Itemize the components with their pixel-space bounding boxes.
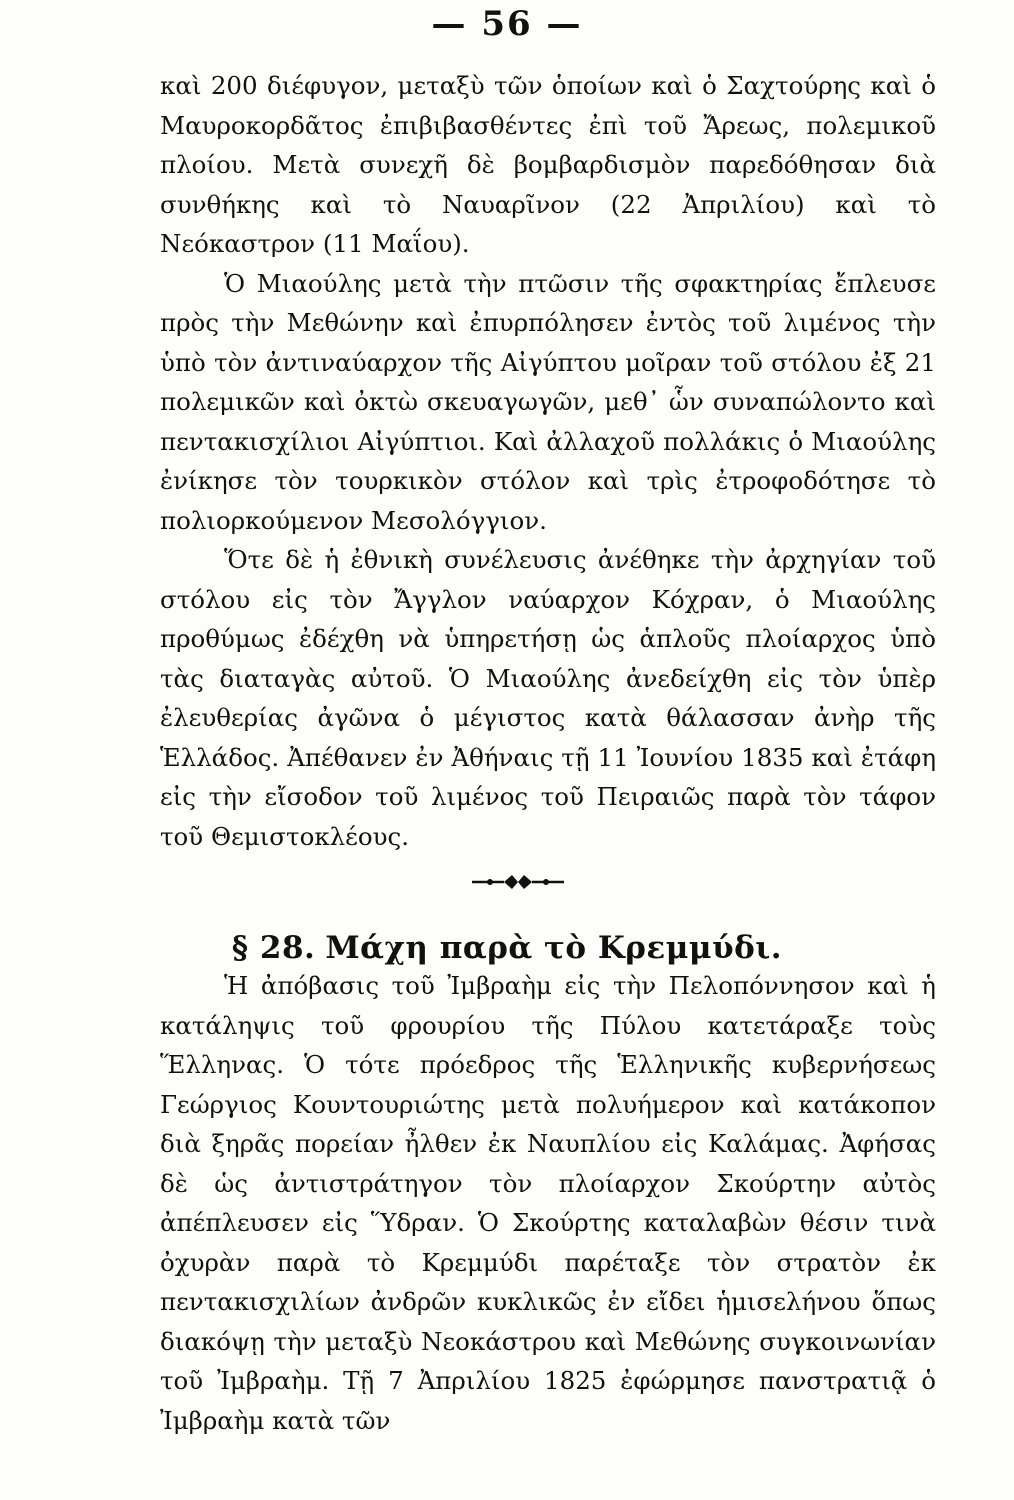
page-number: — 56 — xyxy=(431,4,583,44)
section-number: § 28. xyxy=(231,930,316,966)
body-text-after-section xyxy=(160,966,936,1440)
decorative-ornament xyxy=(470,870,566,894)
paragraph-2: Ὁ Μιαούλης μετὰ τὴν πτῶσιν τῆς σφακτηρίας ἔπλευσε πρὸς τὴν Μεθώνην καὶ ἐπυρπόλησεν ἐντὸς τοῦ λιμένος τὴν ὑπὸ τὸν ἀντιναύαρχον τῆς Αἰγύπτου μοῖραν τοῦ στόλου ἐξ 21 πολεμικῶν καὶ ὀκτὼ σκευαγωγῶν, μεθ᾽ ὧν συναπώλοντο καὶ πεντακισχίλιοι Αἰγύπτιοι. Καὶ ἀλλαχοῦ πολλάκις ὁ Μιαούλης ἐνίκησε τὸν τουρκικὸν στόλον καὶ τρὶς ἐτροφοδότησε τὸ πολιορκούμενον Μεσολόγγιον. xyxy=(160,268,936,535)
paragraph-4: Ἡ ἀπόβασις τοῦ Ἰμβραὴμ εἰς τὴν Πελοπόννησον καὶ ἡ κατάληψις τοῦ φρουρίου τῆς Πύλου κατετάραξε τοὺς Ἕλληνας. Ὁ τότε πρόεδρος τῆς Ἑλληνικῆς κυβερνήσεως Γεώργιος Κουντουριώτης μετὰ πολυήμερον καὶ κατάκοπον διὰ ξηρᾶς πορείαν ἦλθεν ἐκ Ναυπλίου εἰς Καλάμας. Ἀφήσας δὲ ὡς ἀντιστράτηγον τὸν πλοίαρχον Σκούρτην αὐτὸς ἀπέπλευσεν εἰς Ὕδραν. Ὁ Σκούρτης καταλαβὼν θέσιν τινὰ ὀχυρὰν παρὰ τὸ Κρεμμύδι παρέταξε τὸν στρατὸν ἐκ πεντακισχιλίων ἀνδρῶν κυκλικῶς ἐν εἴδει ἡμισελήνου ὅπως διακόψῃ τὴν μεταξὺ Νεοκάστρου καὶ Μεθώνης συγκοινωνίαν τοῦ Ἰμβραὴμ. Τῇ 7 Ἀπριλίου 1825 ἐφώρμησε πανστρατιᾷ ὁ Ἰμβραὴμ κατὰ τῶν xyxy=(160,971,936,1435)
body-text-before-section xyxy=(160,66,936,856)
section-title: Μάχη παρὰ τὸ Κρεμμύδι. xyxy=(325,930,783,966)
paragraph-1: καὶ 200 διέφυγον, μεταξὺ τῶν ὁποίων καὶ ὁ Σαχτούρης καὶ ὁ Μαυροκορδᾶτος ἐπιβιβασθέντες ἐπὶ τοῦ Ἄρεως, πολεμικοῦ πλοίου. Μετὰ συνεχῆ δὲ βομβαρδισμὸν παρεδόθησαν διὰ συνθήκης καὶ τὸ Ναυαρῖνον (22 Ἀπριλίου) καὶ τὸ Νεόκαστρον (11 Μαΐου). xyxy=(160,71,936,258)
paragraph-3: Ὅτε δὲ ἡ ἐθνικὴ συνέλευσις ἀνέθηκε τὴν ἀρχηγίαν τοῦ στόλου εἰς τὸν Ἄγγλον ναύαρχον Κόχραν, ὁ Μιαούλης προθύμως ἐδέχθη νὰ ὑπηρετήσῃ ὡς ἁπλοῦς πλοίαρχος ὑπὸ τὰς διαταγὰς αὐτοῦ. Ὁ Μιαούλης ἀνεδείχθη εἰς τὸν ὑπὲρ ἐλευθερίας ἀγῶνα ὁ μέγιστος κατὰ θάλασσαν ἀνὴρ τῆς Ἑλλάδος. Ἀπέθανεν ἐν Ἀθήναις τῇ 11 Ἰουνίου 1835 καὶ ἐτάφη εἰς τὴν εἴσοδον τοῦ λιμένος τοῦ Πειραιῶς παρὰ τὸν τάφον τοῦ Θεμιστοκλέους. xyxy=(160,545,936,851)
section-heading xyxy=(0,930,1014,966)
